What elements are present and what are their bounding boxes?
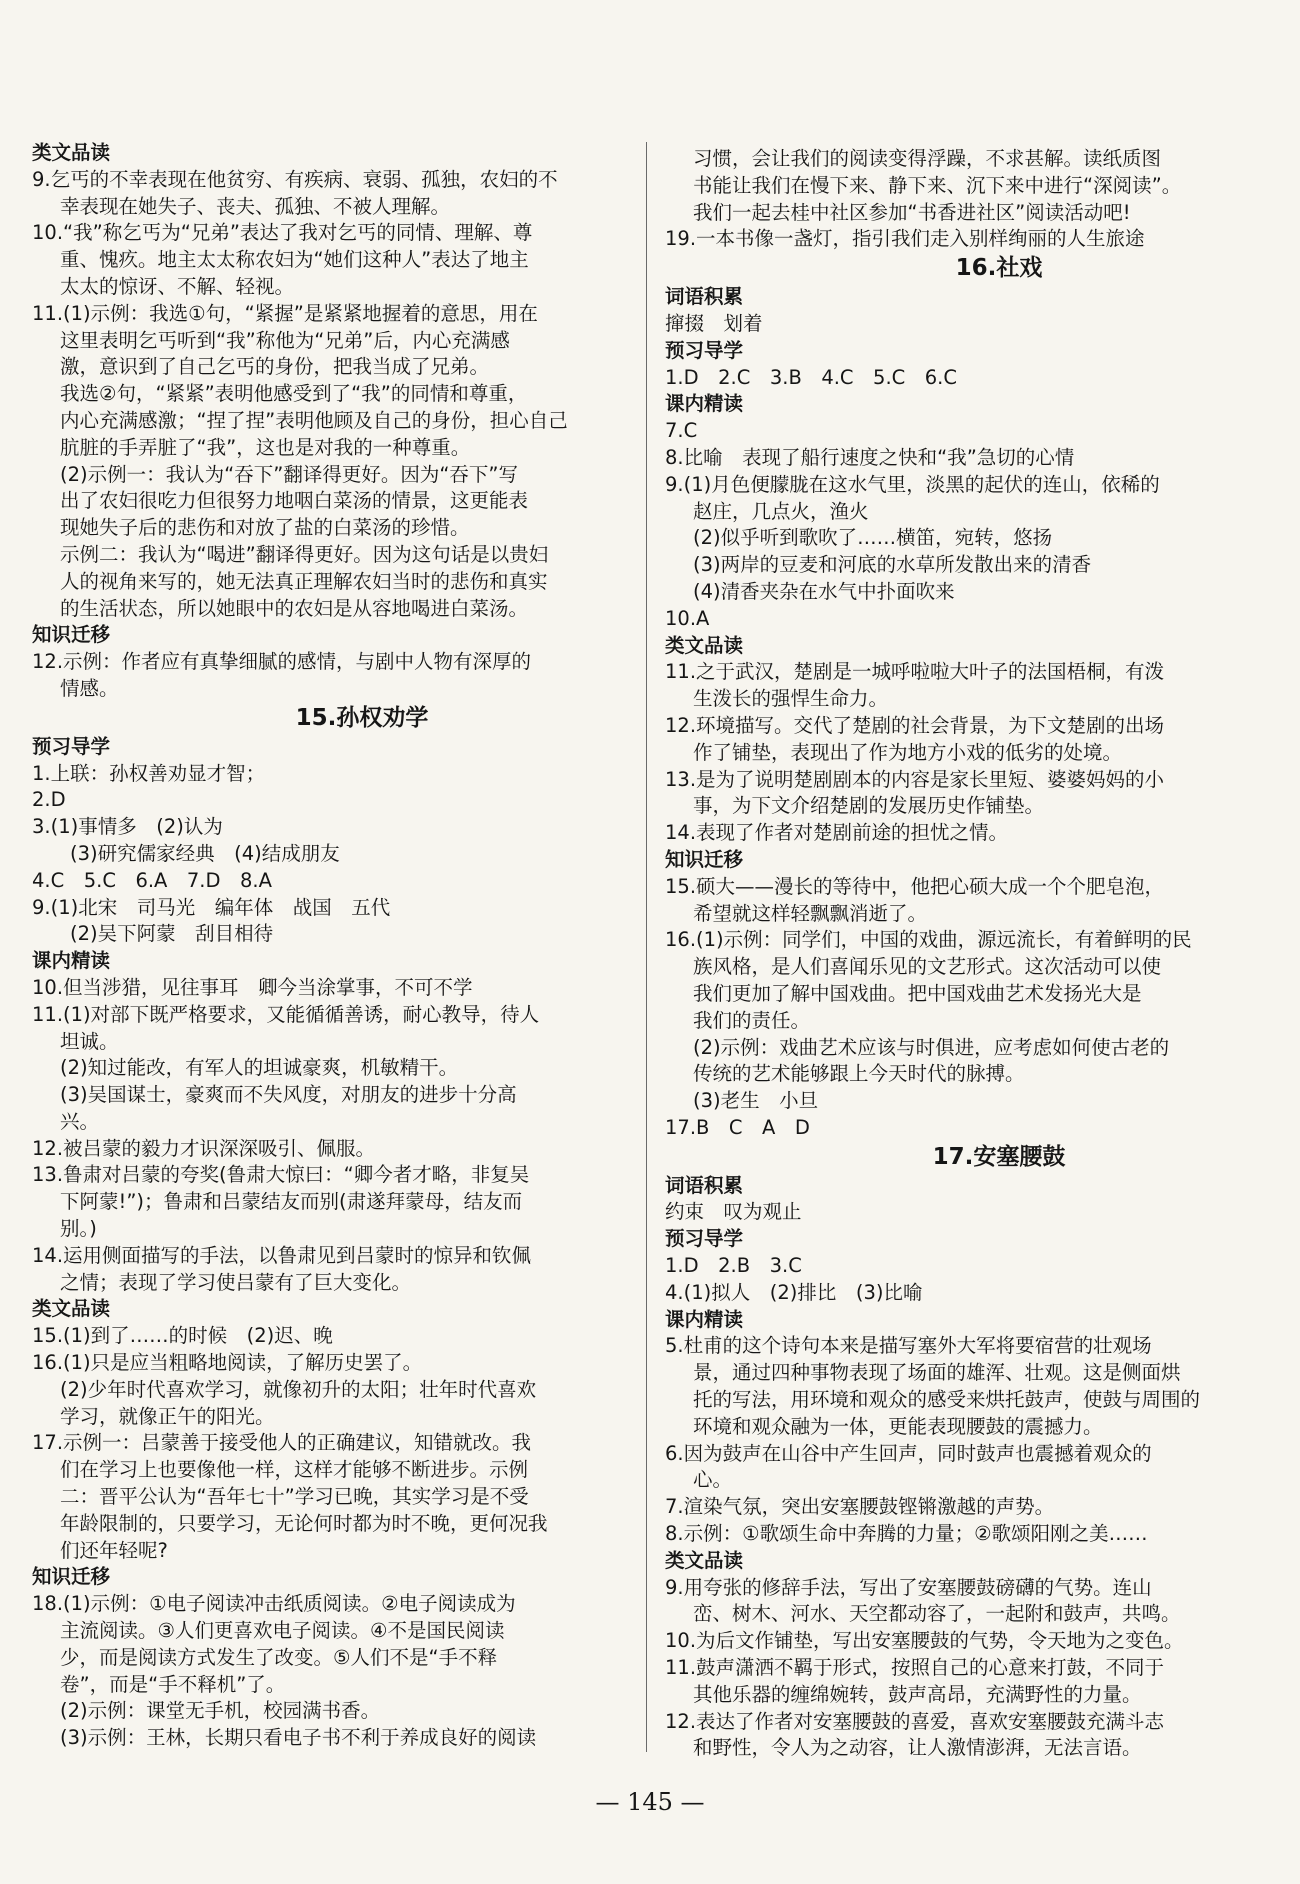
answer-line: 11.(1)对部下既严格要求，又能循循善诱，耐心教导，待人 — [32, 1002, 540, 1026]
answer-line: 们在学习上也要像他一样，这样才能够不断进步。示例 — [60, 1458, 529, 1482]
lesson-title: 17.安塞腰鼓 — [932, 1143, 1066, 1170]
answer-line: 年龄限制的，只要学习，无论何时都为时不晚，更何况我 — [60, 1511, 548, 1535]
answer-line: (2)示例：戏曲艺术应该与时俱进，应考虑如何使古老的 — [693, 1035, 1170, 1059]
answer-line: 示例二：我认为“喝进”翻译得更好。因为这句话是以贵妇 — [60, 542, 549, 566]
answer-line: 11.(1)示例：我选①句，“紧握”是紧紧地握着的意思，用在 — [32, 301, 538, 325]
answer-line: (2)知过能改，有军人的坦诚豪爽，机敏精干。 — [60, 1056, 459, 1080]
answer-line: 1.上联：孙权善劝显才智； — [32, 761, 266, 785]
answer-line: 4.(1)拟人 (2)排比 (3)比喻 — [665, 1280, 923, 1304]
answer-line: 1.D 2.C 3.B 4.C 5.C 6.C — [665, 365, 957, 389]
right-column — [665, 146, 1273, 1762]
answer-line: 生泼长的强悍生命力。 — [693, 687, 889, 711]
answer-line: 太太的惊讶、不解、轻视。 — [60, 274, 295, 298]
answer-line: 别。) — [60, 1217, 97, 1241]
answer-line: 激，意识到了自己乞丐的身份，把我当成了兄弟。 — [60, 355, 490, 379]
answer-line: (3)两岸的豆麦和河底的水草所发散出来的清香 — [693, 553, 1092, 577]
section-heading: 课内精读 — [32, 949, 111, 973]
answer-line: 们还年轻呢? — [60, 1538, 168, 1562]
answer-line: 15.(1)到了……的时候 (2)迟、晚 — [32, 1324, 333, 1348]
section-heading: 类文品读 — [665, 1548, 744, 1572]
answer-line: 其他乐器的缠绵婉转，鼓声高昂，充满野性的力量。 — [693, 1682, 1142, 1706]
answer-line: 18.(1)示例：①电子阅读冲击纸质阅读。②电子阅读成为 — [32, 1592, 516, 1616]
answer-line: 10.但当涉猎，见往事耳 卿今当涂掌事，不可不学 — [32, 975, 473, 999]
answer-line: 13.是为了说明楚剧剧本的内容是家长里短、婆婆妈妈的小 — [665, 767, 1165, 791]
answer-line: 卷”，而是“手不释机”了。 — [60, 1672, 286, 1696]
answer-line: 幸表现在她失子、丧夫、孤独、不被人理解。 — [60, 194, 451, 218]
section-heading: 知识迁移 — [32, 1565, 111, 1589]
answer-line: 3.(1)事情多 (2)认为 — [32, 815, 223, 839]
section-heading: 预习导学 — [665, 338, 744, 362]
section-heading: 类文品读 — [32, 141, 111, 164]
answer-line: 希望就这样轻飘飘消逝了。 — [693, 901, 928, 925]
answer-line: 9.(1)北宋 司马光 编年体 战国 五代 — [32, 895, 391, 919]
column-divider — [646, 142, 647, 1752]
answer-line: (2)示例一：我认为“吞下”翻译得更好。因为“吞下”写 — [60, 462, 519, 486]
answer-line: 景，通过四种事物表现了场面的雄浑、壮观。这是侧面烘 — [693, 1361, 1181, 1385]
answer-line: 我们的责任。 — [693, 1008, 811, 1032]
answer-line: 2.D — [32, 788, 66, 812]
answer-line: 赵庄，几点火，渔火 — [693, 499, 869, 523]
answer-line: 7.C — [665, 419, 698, 443]
answer-line: 我们一起去桂中社区参加“书香进社区”阅读活动吧! — [693, 200, 1131, 224]
answer-line: 心。 — [693, 1468, 733, 1492]
answer-line: 19.一本书像一盏灯，指引我们走入别样绚丽的人生旅途 — [665, 227, 1145, 251]
answer-line: 现她失子后的悲伤和对放了盐的白菜汤的珍惜。 — [60, 516, 470, 540]
answer-line: 12.表达了作者对安塞腰鼓的喜爱，喜欢安塞腰鼓充满斗志 — [665, 1709, 1165, 1733]
answer-line: 9.(1)月色便朦胧在这水气里，淡黑的起伏的连山，依稀的 — [665, 472, 1160, 496]
answer-line: 习惯，会让我们的阅读变得浮躁，不求甚解。读纸质图 — [693, 147, 1162, 170]
answer-line: 14.表现了作者对楚剧前途的担忧之情。 — [665, 821, 1009, 845]
answer-line: 重、愧疚。地主太太称农妇为“她们这种人”表达了地主 — [60, 248, 529, 272]
answer-line: 出了农妇很吃力但很努力地咽白菜汤的情景，这更能表 — [60, 489, 529, 513]
section-heading: 课内精读 — [665, 392, 744, 416]
answer-line: 12.被吕蒙的毅力才识深深吸引、佩服。 — [32, 1136, 376, 1160]
answer-line: 10.为后文作铺垫，写出安塞腰鼓的气势，令天地为之变色。 — [665, 1629, 1184, 1653]
answer-line: 人的视角来写的，她无法真正理解农妇当时的悲伤和真实 — [60, 569, 548, 593]
answer-line: 6.因为鼓声在山谷中产生回声，同时鼓声也震撼着观众的 — [665, 1441, 1152, 1465]
answer-line: 坦诚。 — [60, 1029, 119, 1053]
section-heading: 词语积累 — [665, 1173, 744, 1197]
answer-line: 8.示例：①歌颂生命中奔腾的力量；②歌颂阳刚之美…… — [665, 1522, 1148, 1546]
answer-line: 1.D 2.B 3.C — [665, 1254, 802, 1278]
section-heading: 知识迁移 — [32, 623, 111, 647]
answer-line: 二：晋平公认为“吾年七十”学习已晚，其实学习是不受 — [60, 1485, 529, 1509]
answer-line: 11.之于武汉，楚剧是一城呼啦啦大叶子的法国梧桐，有泼 — [665, 660, 1165, 684]
answer-line: 主流阅读。③人们更喜欢电子阅读。④不是国民阅读 — [60, 1619, 505, 1643]
answer-line: 12.示例：作者应有真挚细腻的感情，与剧中人物有深厚的 — [32, 650, 532, 674]
lesson-title: 15.孙权劝学 — [295, 704, 429, 731]
answer-line: 传统的艺术能够跟上今天时代的脉搏。 — [693, 1062, 1025, 1086]
answer-line: 书能让我们在慢下来、静下来、沉下来中进行“深阅读”。 — [693, 173, 1182, 197]
answer-line: 学习，就像正午的阳光。 — [60, 1404, 275, 1428]
answer-line: 环境和观众融为一体，更能表现腰鼓的震撼力。 — [693, 1414, 1103, 1438]
answer-line: (2)示例：课堂无手机，校园满书香。 — [60, 1699, 381, 1723]
answer-line: 托的写法，用环境和观众的感受来烘托鼓声，使鼓与周围的 — [693, 1388, 1201, 1412]
section-heading: 知识迁移 — [665, 847, 744, 871]
answer-line: 约束 叹为观止 — [665, 1200, 802, 1224]
answer-line: 16.(1)示例：同学们，中国的戏曲，源远流长，有着鲜明的民 — [665, 928, 1192, 952]
answer-line: (3)研究儒家经典 (4)结成朋友 — [70, 841, 340, 865]
answer-line: 情感。 — [60, 676, 119, 700]
answer-line: 13.鲁肃对吕蒙的夸奖(鲁肃大惊曰：“卿今者才略，非复吴 — [32, 1163, 530, 1187]
answer-line: 16.(1)只是应当粗略地阅读，了解历史罢了。 — [32, 1351, 423, 1375]
lesson-title: 16.社戏 — [955, 255, 1043, 282]
answer-line: (2)少年时代喜欢学习，就像初升的太阳；壮年时代喜欢 — [60, 1377, 537, 1401]
answer-line: 和野性，令人为之动容，让人激情澎湃，无法言语。 — [693, 1736, 1142, 1760]
answer-line: 肮脏的手弄脏了“我”，这也是对我的一种尊重。 — [60, 435, 471, 459]
answer-line: 14.运用侧面描写的手法，以鲁肃见到吕蒙时的惊异和钦佩 — [32, 1243, 532, 1267]
answer-line: 9.用夸张的修辞手法，写出了安塞腰鼓磅礴的气势。连山 — [665, 1575, 1152, 1599]
answer-line: 撺掇 划着 — [665, 311, 763, 335]
answer-line: 15.硕大——漫长的等待中，他把心硕大成一个个肥皂泡， — [665, 874, 1165, 898]
answer-line: 事，为下文介绍楚剧的发展历史作铺垫。 — [693, 794, 1045, 818]
answer-line: 11.鼓声潇洒不羁于形式，按照自己的心意来打鼓，不同于 — [665, 1656, 1165, 1680]
answer-line: 兴。 — [60, 1109, 100, 1133]
answer-line: 5.杜甫的这个诗句本来是描写塞外大军将要宿营的壮观场 — [665, 1334, 1152, 1358]
answer-line: 4.C 5.C 6.A 7.D 8.A — [32, 868, 272, 892]
answer-line: 10.A — [665, 606, 710, 630]
answer-line: 12.环境描写。交代了楚剧的社会背景，为下文楚剧的出场 — [665, 713, 1165, 737]
answer-line: 之情；表现了学习使吕蒙有了巨大变化。 — [60, 1270, 412, 1294]
answer-line: 峦、树木、河水、天空都动容了，一起附和鼓声，共鸣。 — [693, 1602, 1181, 1626]
section-heading: 类文品读 — [665, 633, 744, 657]
page-number: — 145 — — [595, 1788, 705, 1816]
answer-line: 17.B C A D — [665, 1115, 810, 1139]
left-column — [32, 140, 632, 1752]
answer-line: 少，而是阅读方式发生了改变。⑤人们不是“手不释 — [60, 1645, 498, 1669]
answer-line: 9.乞丐的不幸表现在他贫穷、有疾病、衰弱、孤独，农妇的不 — [32, 167, 558, 191]
answer-line: 17.示例一：吕蒙善于接受他人的正确建议，知错就改。我 — [32, 1431, 532, 1455]
answer-line: (2)似乎听到歌吹了……横笛，宛转，悠扬 — [693, 526, 1053, 550]
answer-line: 我选②句，“紧紧”表明他感受到了“我”的同情和尊重， — [60, 382, 528, 406]
answer-line: 下阿蒙!”)；鲁肃和吕蒙结友而别(肃遂拜蒙母，结友而 — [60, 1190, 523, 1214]
section-heading: 类文品读 — [32, 1297, 111, 1321]
answer-line: (3)吴国谋士，豪爽而不失风度，对朋友的进步十分高 — [60, 1083, 517, 1107]
answer-line: 的生活状态，所以她眼中的农妇是从容地喝进白菜汤。 — [60, 596, 529, 620]
answer-line: (3)老生 小旦 — [693, 1089, 819, 1113]
answer-line: 我们更加了解中国戏曲。把中国戏曲艺术发扬光大是 — [693, 981, 1142, 1005]
answer-line: 内心充满感激；“捏了捏”表明他顾及自己的身份，担心自己 — [60, 408, 568, 432]
section-heading: 课内精读 — [665, 1307, 744, 1331]
answer-line: 这里表明乞丐听到“我”称他为“兄弟”后，内心充满感 — [60, 328, 510, 352]
answer-line: 7.渲染气氛，突出安塞腰鼓铿锵激越的声势。 — [665, 1495, 1055, 1519]
answer-line: (2)吴下阿蒙 刮目相待 — [70, 922, 274, 946]
section-heading: 预习导学 — [32, 734, 111, 758]
section-heading: 词语积累 — [665, 285, 744, 309]
answer-line: 作了铺垫，表现出了作为地方小戏的低劣的处境。 — [693, 740, 1123, 764]
answer-line: 族风格，是人们喜闻乐见的文艺形式。这次活动可以使 — [693, 955, 1162, 979]
answer-line: (3)示例：王林，长期只看电子书不利于养成良好的阅读 — [60, 1726, 537, 1750]
answer-line: 10.“我”称乞丐为“兄弟”表达了我对乞丐的同情、理解、尊 — [32, 221, 533, 245]
answer-line: 8.比喻 表现了船行速度之快和“我”急切的心情 — [665, 445, 1075, 469]
section-heading: 预习导学 — [665, 1227, 744, 1251]
answer-line: (4)清香夹杂在水气中扑面吹来 — [693, 579, 955, 603]
